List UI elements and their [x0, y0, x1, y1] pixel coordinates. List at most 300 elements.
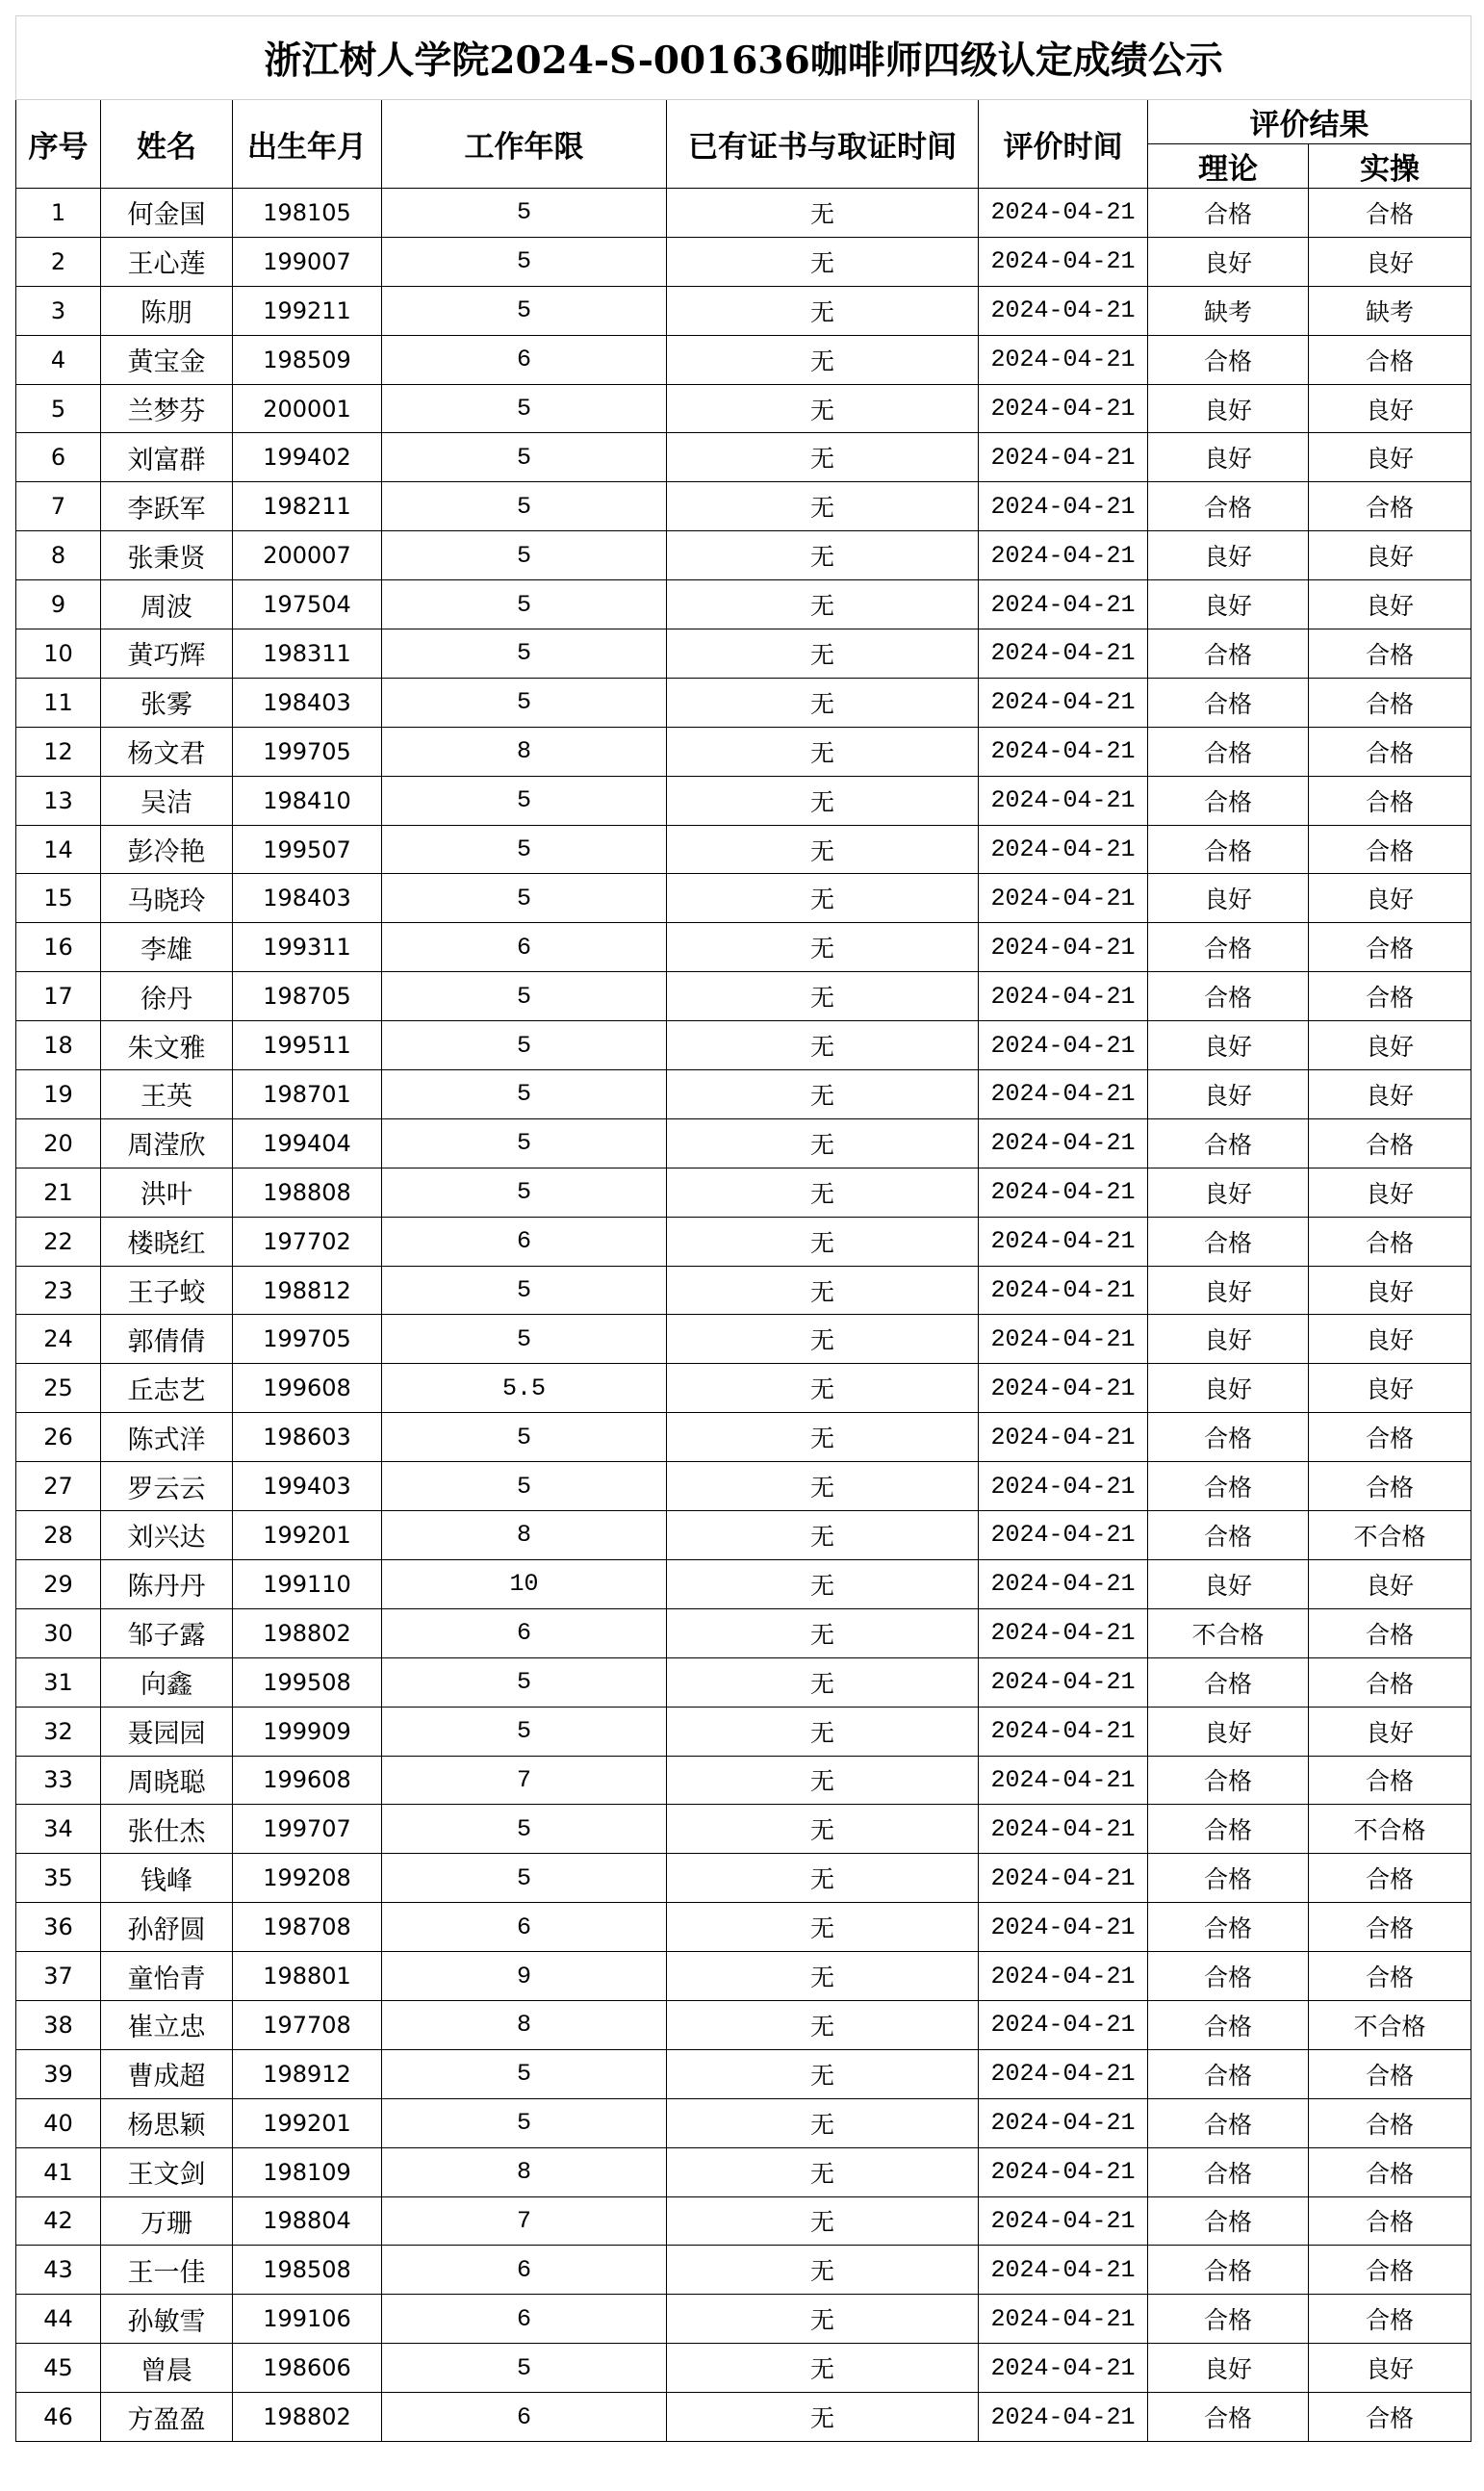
cell-eval-date: 2024-04-21	[979, 1315, 1148, 1364]
cell-eval-date: 2024-04-21	[979, 776, 1148, 825]
cell-eval-date: 2024-04-21	[979, 1952, 1148, 2001]
cell-name: 马晓玲	[101, 874, 233, 923]
cell-cert: 无	[667, 384, 979, 433]
cell-eval-date: 2024-04-21	[979, 580, 1148, 629]
cell-eval-date: 2024-04-21	[979, 2344, 1148, 2393]
cell-years: 8	[382, 2147, 667, 2196]
cell-name: 洪叶	[101, 1168, 233, 1217]
cell-eval-date: 2024-04-21	[979, 874, 1148, 923]
cell-name: 李雄	[101, 923, 233, 972]
cell-years: 8	[382, 1511, 667, 1560]
cell-index: 5	[16, 384, 101, 433]
cell-practice: 合格	[1309, 1903, 1471, 1952]
table-row	[16, 1413, 1471, 1462]
cell-index: 36	[16, 1903, 101, 1952]
cell-theory: 合格	[1148, 629, 1309, 679]
cell-practice: 合格	[1309, 335, 1471, 384]
cell-practice: 合格	[1309, 1413, 1471, 1462]
cell-theory: 良好	[1148, 1707, 1309, 1756]
cell-theory: 良好	[1148, 237, 1309, 286]
cell-theory: 良好	[1148, 874, 1309, 923]
cell-index: 41	[16, 2147, 101, 2196]
cell-name: 罗云云	[101, 1462, 233, 1511]
cell-theory: 合格	[1148, 2000, 1309, 2049]
table-body	[16, 189, 1471, 2442]
cell-practice: 良好	[1309, 1707, 1471, 1756]
cell-cert: 无	[667, 482, 979, 531]
cell-birth: 199403	[233, 1462, 382, 1511]
cell-years: 5	[382, 678, 667, 727]
cell-theory: 良好	[1148, 1559, 1309, 1608]
cell-birth: 198105	[233, 189, 382, 238]
cell-cert: 无	[667, 923, 979, 972]
cell-theory: 合格	[1148, 1805, 1309, 1854]
cell-cert: 无	[667, 1608, 979, 1657]
cell-birth: 199201	[233, 2098, 382, 2147]
cell-theory: 合格	[1148, 1756, 1309, 1805]
cell-eval-date: 2024-04-21	[979, 1608, 1148, 1657]
cell-practice: 良好	[1309, 1315, 1471, 1364]
cell-name: 陈朋	[101, 286, 233, 335]
cell-theory: 合格	[1148, 1903, 1309, 1952]
cell-index: 46	[16, 2393, 101, 2442]
cell-cert: 无	[667, 2344, 979, 2393]
cell-name: 李跃军	[101, 482, 233, 531]
header-index: 序号	[16, 100, 101, 189]
cell-years: 5	[382, 1070, 667, 1119]
table-row	[16, 1756, 1471, 1805]
cell-practice: 良好	[1309, 580, 1471, 629]
cell-theory: 合格	[1148, 1118, 1309, 1168]
cell-practice: 合格	[1309, 2295, 1471, 2344]
cell-practice: 良好	[1309, 237, 1471, 286]
cell-cert: 无	[667, 1070, 979, 1119]
cell-birth: 200001	[233, 384, 382, 433]
cell-eval-date: 2024-04-21	[979, 286, 1148, 335]
cell-years: 7	[382, 2196, 667, 2246]
cell-cert: 无	[667, 286, 979, 335]
table-row	[16, 2344, 1471, 2393]
cell-index: 9	[16, 580, 101, 629]
cell-cert: 无	[667, 825, 979, 874]
cell-years: 5	[382, 1315, 667, 1364]
table-row	[16, 923, 1471, 972]
table-row	[16, 433, 1471, 482]
cell-index: 1	[16, 189, 101, 238]
cell-cert: 无	[667, 1903, 979, 1952]
cell-eval-date: 2024-04-21	[979, 825, 1148, 874]
cell-eval-date: 2024-04-21	[979, 482, 1148, 531]
cell-theory: 合格	[1148, 923, 1309, 972]
cell-name: 丘志艺	[101, 1364, 233, 1413]
cell-eval-date: 2024-04-21	[979, 727, 1148, 776]
table-row	[16, 1462, 1471, 1511]
cell-cert: 无	[667, 1952, 979, 2001]
cell-name: 万珊	[101, 2196, 233, 2246]
cell-name: 张秉贤	[101, 531, 233, 580]
cell-practice: 合格	[1309, 1118, 1471, 1168]
cell-theory: 合格	[1148, 2393, 1309, 2442]
cell-index: 13	[16, 776, 101, 825]
cell-years: 5	[382, 776, 667, 825]
cell-eval-date: 2024-04-21	[979, 1707, 1148, 1756]
cell-cert: 无	[667, 972, 979, 1021]
cell-name: 黄巧辉	[101, 629, 233, 679]
table-row	[16, 678, 1471, 727]
cell-eval-date: 2024-04-21	[979, 1559, 1148, 1608]
cell-eval-date: 2024-04-21	[979, 629, 1148, 679]
cell-name: 兰梦芬	[101, 384, 233, 433]
table-row	[16, 1608, 1471, 1657]
cell-theory: 良好	[1148, 1070, 1309, 1119]
cell-years: 5	[382, 2344, 667, 2393]
cell-years: 5	[382, 1118, 667, 1168]
table-row	[16, 2147, 1471, 2196]
cell-practice: 不合格	[1309, 1511, 1471, 1560]
cell-theory: 合格	[1148, 335, 1309, 384]
cell-name: 陈式洋	[101, 1413, 233, 1462]
cell-practice: 合格	[1309, 2098, 1471, 2147]
cell-years: 10	[382, 1559, 667, 1608]
cell-eval-date: 2024-04-21	[979, 1168, 1148, 1217]
cell-index: 21	[16, 1168, 101, 1217]
cell-eval-date: 2024-04-21	[979, 237, 1148, 286]
cell-years: 6	[382, 1903, 667, 1952]
cell-index: 40	[16, 2098, 101, 2147]
cell-cert: 无	[667, 678, 979, 727]
cell-years: 5	[382, 1657, 667, 1707]
cell-index: 29	[16, 1559, 101, 1608]
header-eval-time: 评价时间	[979, 100, 1148, 189]
cell-years: 9	[382, 1952, 667, 2001]
cell-birth: 199508	[233, 1657, 382, 1707]
cell-years: 5	[382, 189, 667, 238]
cell-cert: 无	[667, 1315, 979, 1364]
cell-name: 王英	[101, 1070, 233, 1119]
table-row	[16, 1559, 1471, 1608]
cell-theory: 合格	[1148, 825, 1309, 874]
cell-practice: 良好	[1309, 1364, 1471, 1413]
cell-theory: 良好	[1148, 580, 1309, 629]
cell-cert: 无	[667, 776, 979, 825]
cell-name: 陈丹丹	[101, 1559, 233, 1608]
cell-years: 5	[382, 1168, 667, 1217]
cell-practice: 良好	[1309, 1168, 1471, 1217]
cell-years: 6	[382, 1608, 667, 1657]
cell-name: 钱峰	[101, 1854, 233, 1903]
cell-practice: 合格	[1309, 2246, 1471, 2295]
cell-index: 39	[16, 2049, 101, 2098]
cell-index: 44	[16, 2295, 101, 2344]
cell-theory: 合格	[1148, 2098, 1309, 2147]
cell-index: 24	[16, 1315, 101, 1364]
cell-birth: 199201	[233, 1511, 382, 1560]
cell-eval-date: 2024-04-21	[979, 2295, 1148, 2344]
cell-index: 33	[16, 1756, 101, 1805]
cell-cert: 无	[667, 335, 979, 384]
cell-name: 刘兴达	[101, 1511, 233, 1560]
cell-index: 43	[16, 2246, 101, 2295]
cell-index: 37	[16, 1952, 101, 2001]
cell-birth: 198311	[233, 629, 382, 679]
cell-years: 6	[382, 335, 667, 384]
cell-cert: 无	[667, 1559, 979, 1608]
cell-index: 27	[16, 1462, 101, 1511]
cell-theory: 合格	[1148, 1217, 1309, 1266]
cell-years: 5	[382, 2049, 667, 2098]
table-row	[16, 2295, 1471, 2344]
cell-birth: 198804	[233, 2196, 382, 2246]
cell-theory: 良好	[1148, 1021, 1309, 1070]
cell-index: 42	[16, 2196, 101, 2246]
cell-name: 崔立忠	[101, 2000, 233, 2049]
cell-birth: 198808	[233, 1168, 382, 1217]
cell-index: 15	[16, 874, 101, 923]
cell-eval-date: 2024-04-21	[979, 2246, 1148, 2295]
cell-name: 张雾	[101, 678, 233, 727]
cell-name: 楼晓红	[101, 1217, 233, 1266]
table-row	[16, 1805, 1471, 1854]
cell-theory: 合格	[1148, 776, 1309, 825]
cell-name: 曾晨	[101, 2344, 233, 2393]
cell-index: 45	[16, 2344, 101, 2393]
cell-index: 31	[16, 1657, 101, 1707]
cell-practice: 缺考	[1309, 286, 1471, 335]
cell-practice: 合格	[1309, 776, 1471, 825]
cell-eval-date: 2024-04-21	[979, 1021, 1148, 1070]
cell-birth: 198509	[233, 335, 382, 384]
cell-index: 14	[16, 825, 101, 874]
table-row	[16, 189, 1471, 238]
table-row	[16, 825, 1471, 874]
cell-theory: 合格	[1148, 2295, 1309, 2344]
cell-years: 5	[382, 286, 667, 335]
cell-eval-date: 2024-04-21	[979, 531, 1148, 580]
cell-cert: 无	[667, 1511, 979, 1560]
cell-cert: 无	[667, 580, 979, 629]
cell-years: 5	[382, 433, 667, 482]
table-row	[16, 1952, 1471, 2001]
cell-name: 向鑫	[101, 1657, 233, 1707]
cell-cert: 无	[667, 2147, 979, 2196]
cell-birth: 199110	[233, 1559, 382, 1608]
cell-theory: 合格	[1148, 189, 1309, 238]
table-row	[16, 335, 1471, 384]
cell-eval-date: 2024-04-21	[979, 923, 1148, 972]
cell-cert: 无	[667, 2246, 979, 2295]
header-result: 评价结果	[1148, 100, 1471, 144]
table-row	[16, 972, 1471, 1021]
table-row	[16, 1854, 1471, 1903]
cell-index: 30	[16, 1608, 101, 1657]
cell-cert: 无	[667, 727, 979, 776]
cell-eval-date: 2024-04-21	[979, 1462, 1148, 1511]
cell-name: 杨文君	[101, 727, 233, 776]
table-row	[16, 531, 1471, 580]
cell-cert: 无	[667, 2098, 979, 2147]
cell-birth: 199511	[233, 1021, 382, 1070]
header-name: 姓名	[101, 100, 233, 189]
cell-name: 朱文雅	[101, 1021, 233, 1070]
page-title: 浙江树人学院2024-S-001636咖啡师四级认定成绩公示	[16, 16, 1471, 100]
cell-eval-date: 2024-04-21	[979, 678, 1148, 727]
cell-birth: 198606	[233, 2344, 382, 2393]
cell-practice: 合格	[1309, 1952, 1471, 2001]
cell-years: 8	[382, 2000, 667, 2049]
table-row	[16, 1707, 1471, 1756]
cell-birth: 197708	[233, 2000, 382, 2049]
cell-eval-date: 2024-04-21	[979, 1413, 1148, 1462]
cell-practice: 良好	[1309, 2344, 1471, 2393]
cell-practice: 良好	[1309, 531, 1471, 580]
table-row	[16, 2049, 1471, 2098]
header-birth: 出生年月	[233, 100, 382, 189]
table-row	[16, 2098, 1471, 2147]
table-row	[16, 2196, 1471, 2246]
cell-theory: 合格	[1148, 727, 1309, 776]
cell-name: 周波	[101, 580, 233, 629]
cell-theory: 合格	[1148, 2049, 1309, 2098]
cell-theory: 合格	[1148, 2246, 1309, 2295]
cell-theory: 合格	[1148, 1854, 1309, 1903]
table-row	[16, 1315, 1471, 1364]
cell-theory: 良好	[1148, 1168, 1309, 1217]
cell-cert: 无	[667, 2049, 979, 2098]
cell-years: 5	[382, 1413, 667, 1462]
cell-years: 6	[382, 2246, 667, 2295]
cell-practice: 合格	[1309, 1217, 1471, 1266]
cell-eval-date: 2024-04-21	[979, 335, 1148, 384]
cell-birth: 198802	[233, 2393, 382, 2442]
cell-name: 聂园园	[101, 1707, 233, 1756]
cell-birth: 199707	[233, 1805, 382, 1854]
cell-theory: 良好	[1148, 531, 1309, 580]
cell-theory: 合格	[1148, 2196, 1309, 2246]
cell-cert: 无	[667, 1707, 979, 1756]
cell-practice: 良好	[1309, 384, 1471, 433]
table-row	[16, 2246, 1471, 2295]
cell-cert: 无	[667, 433, 979, 482]
cell-eval-date: 2024-04-21	[979, 2393, 1148, 2442]
cell-index: 38	[16, 2000, 101, 2049]
cell-eval-date: 2024-04-21	[979, 1903, 1148, 1952]
cell-name: 杨思颖	[101, 2098, 233, 2147]
table-row	[16, 1511, 1471, 1560]
cell-practice: 合格	[1309, 1462, 1471, 1511]
cell-theory: 良好	[1148, 384, 1309, 433]
cell-index: 26	[16, 1413, 101, 1462]
cell-practice: 良好	[1309, 1021, 1471, 1070]
cell-years: 5	[382, 874, 667, 923]
cell-birth: 198603	[233, 1413, 382, 1462]
table-row	[16, 482, 1471, 531]
cell-name: 孙敏雪	[101, 2295, 233, 2344]
cell-cert: 无	[667, 1805, 979, 1854]
cell-name: 何金国	[101, 189, 233, 238]
cell-cert: 无	[667, 1756, 979, 1805]
cell-eval-date: 2024-04-21	[979, 972, 1148, 1021]
table-row	[16, 1021, 1471, 1070]
cell-birth: 199507	[233, 825, 382, 874]
cell-birth: 200007	[233, 531, 382, 580]
cell-years: 6	[382, 2393, 667, 2442]
cell-birth: 198801	[233, 1952, 382, 2001]
header-theory: 理论	[1148, 144, 1309, 189]
table-row	[16, 384, 1471, 433]
cell-practice: 合格	[1309, 972, 1471, 1021]
cell-practice: 合格	[1309, 825, 1471, 874]
cell-theory: 不合格	[1148, 1608, 1309, 1657]
cell-birth: 197702	[233, 1217, 382, 1266]
cell-practice: 合格	[1309, 1657, 1471, 1707]
cell-years: 5	[382, 1707, 667, 1756]
table-row	[16, 1217, 1471, 1266]
cell-years: 5	[382, 2098, 667, 2147]
cell-name: 方盈盈	[101, 2393, 233, 2442]
cell-birth: 199608	[233, 1756, 382, 1805]
cell-index: 32	[16, 1707, 101, 1756]
cell-practice: 良好	[1309, 874, 1471, 923]
cell-name: 黄宝金	[101, 335, 233, 384]
cell-name: 王心莲	[101, 237, 233, 286]
cell-birth: 199402	[233, 433, 382, 482]
cell-theory: 合格	[1148, 1952, 1309, 2001]
cell-eval-date: 2024-04-21	[979, 1854, 1148, 1903]
cell-name: 王子蛟	[101, 1266, 233, 1315]
cell-years: 5	[382, 580, 667, 629]
table-row	[16, 1168, 1471, 1217]
cell-name: 徐丹	[101, 972, 233, 1021]
table-row	[16, 629, 1471, 679]
cell-cert: 无	[667, 2295, 979, 2344]
cell-birth: 199007	[233, 237, 382, 286]
cell-cert: 无	[667, 1364, 979, 1413]
cell-birth: 198802	[233, 1608, 382, 1657]
cell-theory: 合格	[1148, 1413, 1309, 1462]
cell-years: 5	[382, 482, 667, 531]
cell-practice: 良好	[1309, 1559, 1471, 1608]
table-row	[16, 1903, 1471, 1952]
cell-birth: 198708	[233, 1903, 382, 1952]
cell-years: 5	[382, 1021, 667, 1070]
cell-theory: 合格	[1148, 678, 1309, 727]
table-row	[16, 237, 1471, 286]
cell-eval-date: 2024-04-21	[979, 384, 1148, 433]
cell-practice: 合格	[1309, 1854, 1471, 1903]
cell-cert: 无	[667, 629, 979, 679]
cell-index: 18	[16, 1021, 101, 1070]
cell-practice: 合格	[1309, 2393, 1471, 2442]
table-row	[16, 776, 1471, 825]
cell-eval-date: 2024-04-21	[979, 2000, 1148, 2049]
cell-birth: 198812	[233, 1266, 382, 1315]
cell-index: 22	[16, 1217, 101, 1266]
cell-eval-date: 2024-04-21	[979, 433, 1148, 482]
cell-index: 35	[16, 1854, 101, 1903]
cell-name: 王文剑	[101, 2147, 233, 2196]
cell-practice: 合格	[1309, 2147, 1471, 2196]
cell-theory: 合格	[1148, 482, 1309, 531]
cell-name: 曹成超	[101, 2049, 233, 2098]
cell-years: 6	[382, 1217, 667, 1266]
cell-birth: 199705	[233, 727, 382, 776]
cell-years: 5	[382, 1266, 667, 1315]
cell-eval-date: 2024-04-21	[979, 1511, 1148, 1560]
cell-birth: 198912	[233, 2049, 382, 2098]
cell-cert: 无	[667, 1168, 979, 1217]
cell-eval-date: 2024-04-21	[979, 1266, 1148, 1315]
cell-eval-date: 2024-04-21	[979, 1118, 1148, 1168]
